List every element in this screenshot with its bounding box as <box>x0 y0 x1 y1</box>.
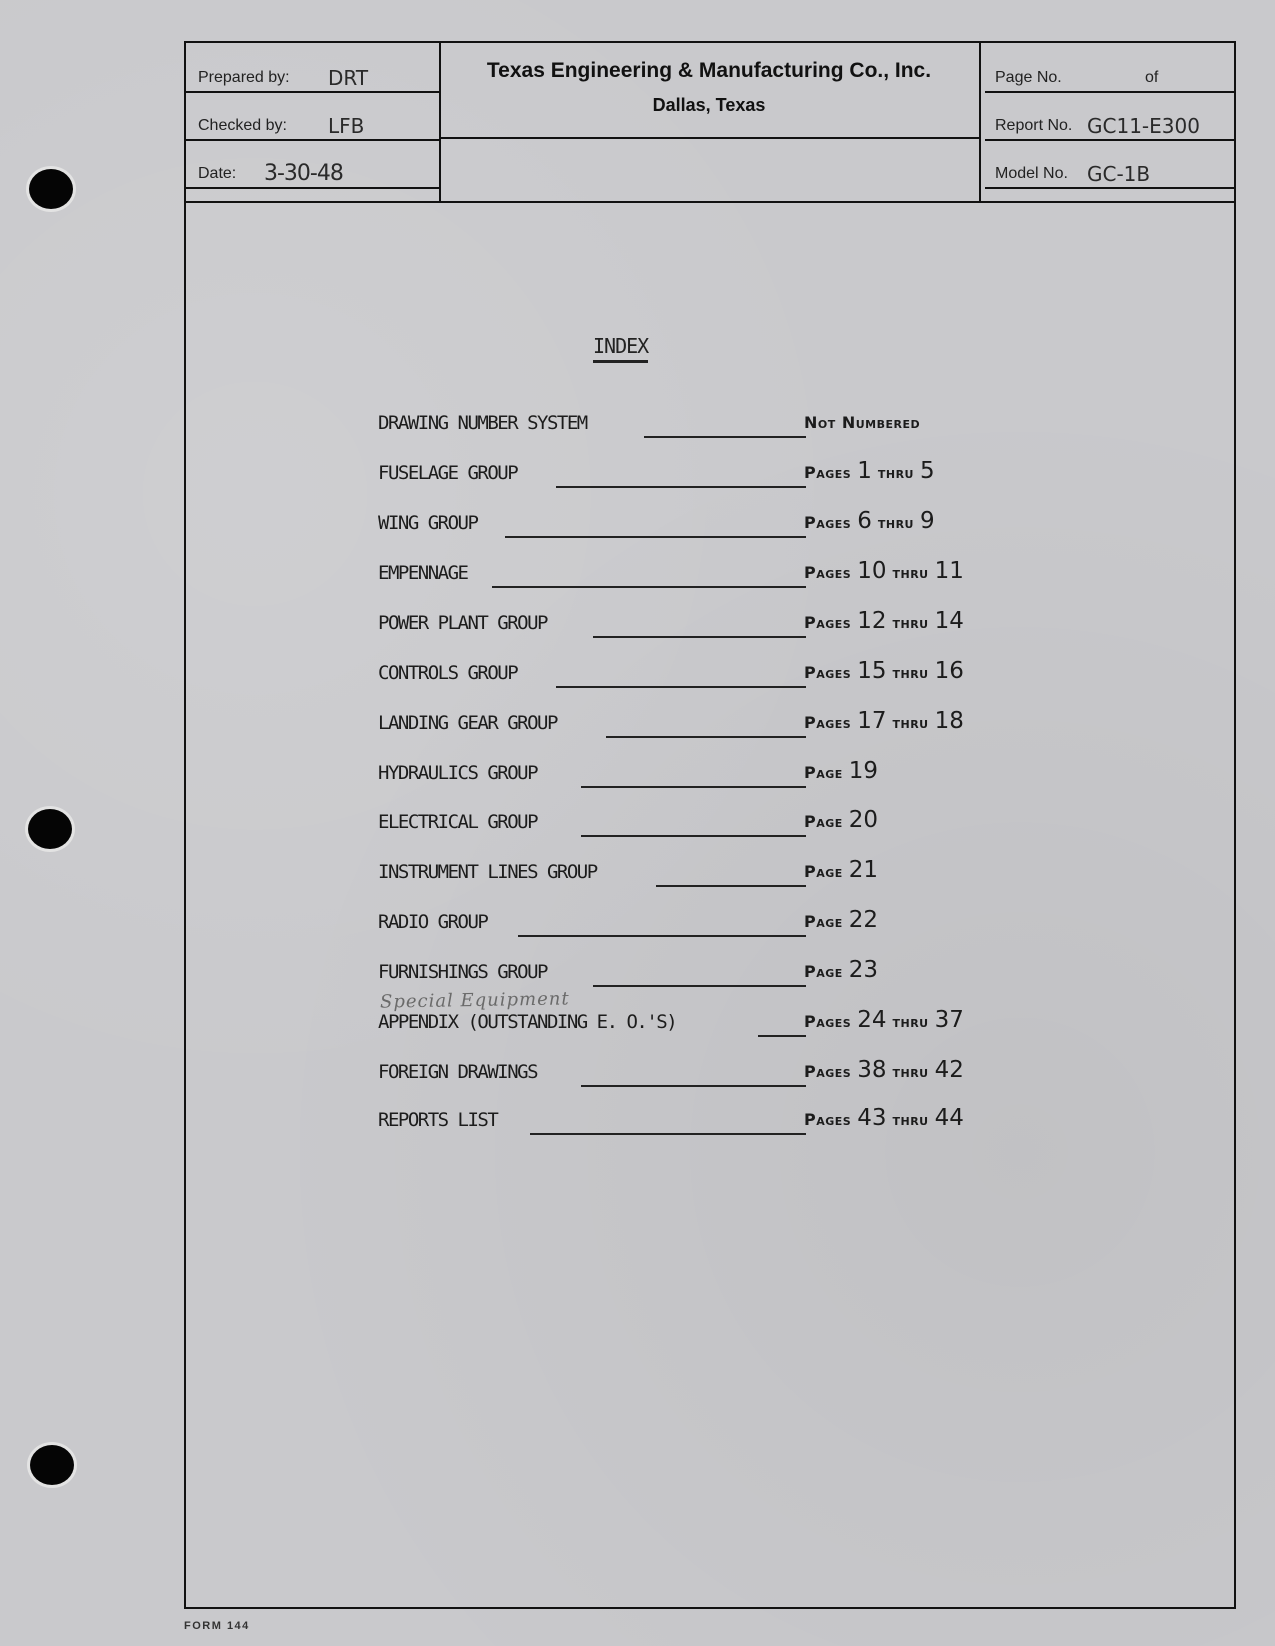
model-no-label: Model No. <box>995 165 1068 182</box>
pages-word: Pages <box>804 1110 852 1129</box>
pages-word: Pages <box>804 513 852 532</box>
pages-word: Not Numbered <box>804 413 921 432</box>
index-entry <box>378 508 1018 538</box>
pages-word: Page <box>804 912 843 931</box>
thru-word: thru <box>877 513 914 532</box>
entry-pages <box>804 408 944 434</box>
company-name: Texas Engineering & Manufacturing Co., Inc. <box>486 59 932 82</box>
entry-name: FUSELAGE GROUP <box>378 462 518 484</box>
entry-pages <box>804 558 970 584</box>
entry-name: REPORTS LIST <box>378 1109 498 1131</box>
page-to: 18 <box>934 708 964 734</box>
entry-name: DRAWING NUMBER SYSTEM <box>378 412 587 434</box>
company-city: Dallas, Texas <box>652 95 766 115</box>
pages-word: Page <box>804 812 843 831</box>
index-entry <box>378 758 1018 788</box>
date-value: 3-30-48 <box>264 161 343 186</box>
leader-line <box>492 586 806 588</box>
pages-word: Page <box>804 962 843 981</box>
entry-pages <box>804 807 896 833</box>
pages-word: Pages <box>804 463 852 482</box>
page-from: 10 <box>857 558 887 584</box>
index-entry <box>378 857 1018 887</box>
checked-by-row <box>186 91 439 141</box>
entry-name: EMPENNAGE <box>378 562 468 584</box>
leader-line <box>593 636 806 638</box>
entry-pages <box>804 907 896 933</box>
index-entry <box>378 1105 1018 1135</box>
checked-by-value: LFB <box>328 114 365 138</box>
page-from: 1 <box>857 458 872 484</box>
entry-pages <box>804 857 896 883</box>
entry-name: HYDRAULICS GROUP <box>378 762 538 784</box>
thru-word: thru <box>892 713 929 732</box>
pages-word: Pages <box>804 1012 852 1031</box>
page-of-label: of <box>1145 69 1159 86</box>
thru-word: thru <box>892 563 929 582</box>
thru-word: thru <box>892 613 929 632</box>
page-from: 43 <box>857 1105 887 1131</box>
entry-pages <box>804 508 941 534</box>
entry-name: LANDING GEAR GROUP <box>378 712 557 734</box>
entry-name: WING GROUP <box>378 512 478 534</box>
thru-word: thru <box>892 1110 929 1129</box>
index-entry <box>378 458 1018 488</box>
page-from: 12 <box>857 608 887 634</box>
pages-word: Pages <box>804 563 852 582</box>
model-no-row <box>985 139 1234 189</box>
entry-pages <box>804 608 970 634</box>
leader-line <box>656 885 806 887</box>
pages-word: Pages <box>804 613 852 632</box>
page-to: 42 <box>934 1057 964 1083</box>
pages-word: Pages <box>804 1062 852 1081</box>
page-from: 23 <box>848 957 879 983</box>
index-entry <box>378 708 1018 738</box>
leader-line <box>556 486 806 488</box>
index-entry <box>378 957 1018 987</box>
entry-name: RADIO GROUP <box>378 911 488 933</box>
page-to: 16 <box>934 658 964 684</box>
pages-word: Pages <box>804 663 852 682</box>
thru-word: thru <box>877 463 914 482</box>
punch-hole-bottom <box>30 1445 74 1485</box>
leader-line <box>505 536 806 538</box>
index-title: INDEX <box>593 334 648 363</box>
pages-word: Pages <box>804 713 852 732</box>
page-to: 9 <box>919 508 935 534</box>
title-block <box>186 43 1234 203</box>
report-no-label: Report No. <box>995 117 1073 134</box>
thru-word: thru <box>892 663 929 682</box>
page-no-label: Page No. <box>995 69 1062 86</box>
page-no-row <box>985 43 1234 93</box>
page-to: 11 <box>934 558 964 584</box>
entry-pages <box>804 957 896 983</box>
model-no-value: GC-1B <box>1087 162 1151 186</box>
punch-hole-middle <box>28 809 72 849</box>
index-entry <box>378 658 1018 688</box>
thru-word: thru <box>892 1012 929 1031</box>
entry-pages <box>804 758 896 784</box>
leader-line <box>530 1133 806 1135</box>
leader-line <box>606 736 806 738</box>
entry-pages <box>804 1057 970 1083</box>
pages-word: Page <box>804 763 843 782</box>
index-entry <box>378 807 1018 837</box>
page-to: 5 <box>919 458 935 484</box>
handwritten-note: Special Equipment <box>379 988 570 1013</box>
leader-line <box>593 985 806 987</box>
thru-word: thru <box>892 1062 929 1081</box>
prepared-by-label: Prepared by: <box>198 69 290 86</box>
index-entry <box>378 1057 1018 1087</box>
title-block-right <box>981 43 1234 201</box>
entry-pages <box>804 658 970 684</box>
page-from: 20 <box>848 807 879 833</box>
report-no-value: GC11-E300 <box>1087 114 1200 138</box>
date-row <box>186 139 439 189</box>
leader-line <box>758 1035 806 1037</box>
leader-line <box>581 835 806 837</box>
entry-pages <box>804 458 941 484</box>
page-from: 22 <box>848 907 879 933</box>
entry-pages <box>804 708 970 734</box>
page-to: 37 <box>934 1007 964 1033</box>
pages-word: Page <box>804 862 843 881</box>
index-entry <box>378 1007 1018 1037</box>
page-from: 15 <box>857 658 887 684</box>
entry-name: FURNISHINGS GROUP <box>378 961 547 983</box>
entry-pages <box>804 1105 970 1131</box>
page-to: 14 <box>934 608 964 634</box>
checked-by-label: Checked by: <box>198 117 287 134</box>
entry-name: POWER PLANT GROUP <box>378 612 547 634</box>
prepared-by-value: DRT <box>328 66 369 90</box>
form-number: FORM 144 <box>184 1620 250 1632</box>
title-block-left <box>186 43 441 201</box>
page-to: 44 <box>934 1105 964 1131</box>
leader-line <box>556 686 806 688</box>
page-from: 19 <box>848 758 879 784</box>
page-from: 24 <box>857 1007 887 1033</box>
leader-line <box>581 1085 806 1087</box>
page-from: 21 <box>848 857 879 883</box>
punch-hole-top <box>29 169 73 209</box>
leader-line <box>644 436 806 438</box>
entry-name: CONTROLS GROUP <box>378 662 518 684</box>
index-entry <box>378 608 1018 638</box>
entry-name: APPENDIX (OUTSTANDING E. O.'S) <box>378 1011 677 1033</box>
entry-name: FOREIGN DRAWINGS <box>378 1061 538 1083</box>
prepared-by-row <box>186 43 439 93</box>
page-from: 38 <box>857 1057 887 1083</box>
title-block-center <box>439 43 981 201</box>
index-entry <box>378 558 1018 588</box>
page-from: 17 <box>857 708 887 734</box>
page-from: 6 <box>857 508 872 534</box>
leader-line <box>518 935 806 937</box>
entry-pages <box>804 1007 970 1033</box>
index-entry <box>378 907 1018 937</box>
leader-line <box>581 786 806 788</box>
entry-name: ELECTRICAL GROUP <box>378 811 538 833</box>
date-label: Date: <box>198 165 237 182</box>
company-cell <box>439 43 979 139</box>
entry-name: INSTRUMENT LINES GROUP <box>378 861 597 883</box>
report-no-row <box>985 91 1234 141</box>
index-entry <box>378 408 1018 438</box>
